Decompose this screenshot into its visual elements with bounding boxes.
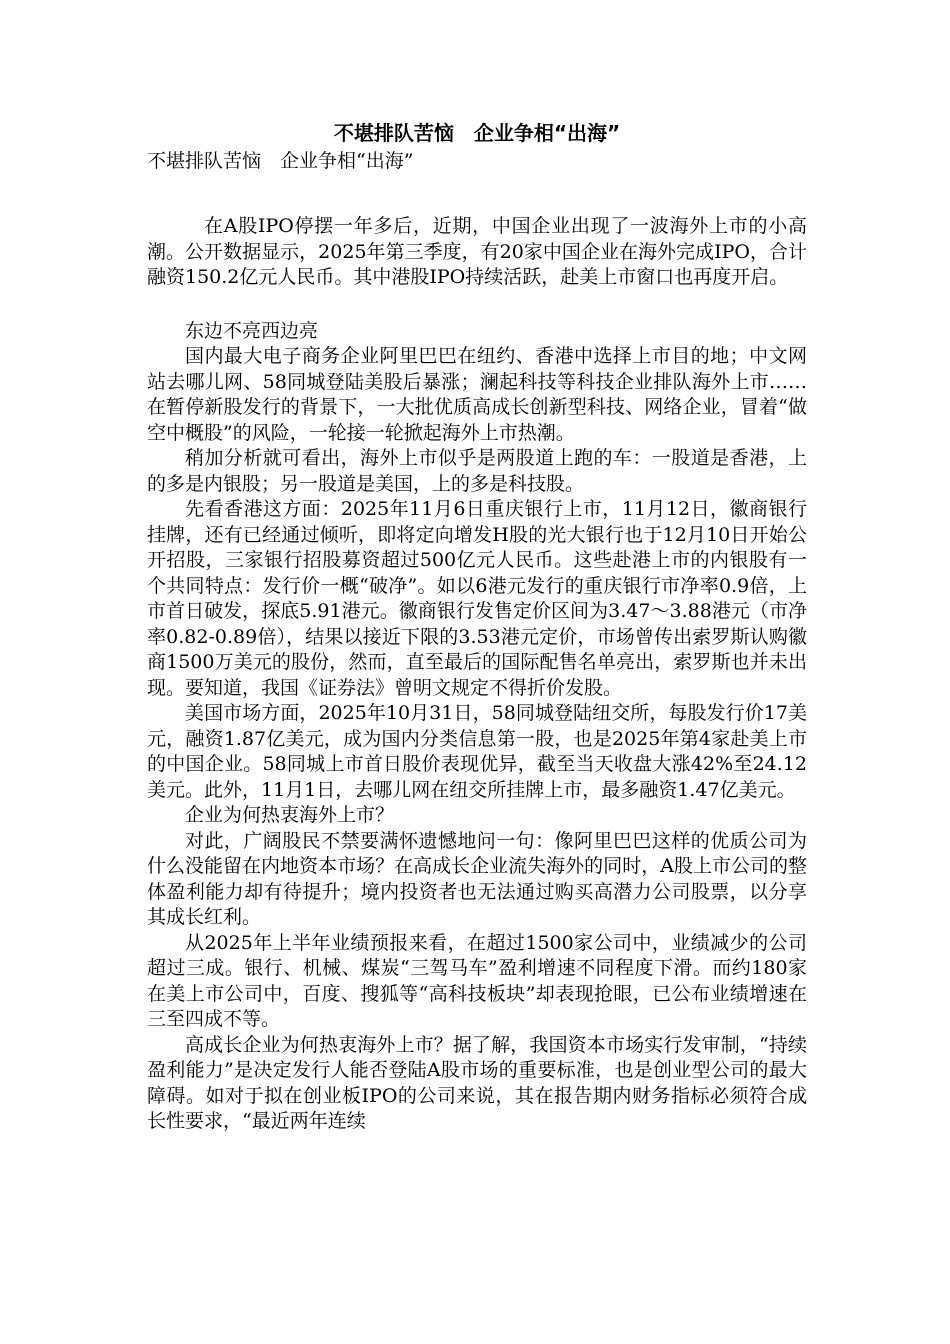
lead-paragraph: 在A股IPO停摆一年多后，近期，中国企业出现了一波海外上市的小高潮。公开数据显示，2025年第三季度，有20家中国企业在海外完成IPO，合计融资150.2亿元人民币。其中港股IPO持续活跃，赴美上市窗口也再度开启。: [147, 215, 807, 288]
body-paragraph: 高成长企业为何热衷海外上市？据了解，我国资本市场实行发审制，“持续盈利能力”是决定发行人能否登陆A股市场的重要标准，也是创业型公司的最大障碍。如对于拟在创业板IPO的公司来说，其在报告期内财务指标必须符合成长性要求，“最近两年连续: [147, 1033, 807, 1132]
body-paragraph: 美国市场方面，2025年10月31日，58同城登陆纽交所，每股发行价17美元，融资1.87亿美元，成为国内分类信息第一股，也是2025年第4家赴美上市的中国企业。58同城上市首日股价表现优异，截至当天收盘大涨42%至24.12美元。此外，11月1日，去哪儿网在纽交所挂牌上市，最多融资1.47亿美元。: [147, 702, 807, 801]
document-page: [147, 118, 807, 1135]
body-paragraph: 国内最大电子商务企业阿里巴巴在纽约、香港中选择上市目的地；中文网站去哪儿网、58同城登陆美股后暴涨；澜起科技等科技企业排队海外上市……在暂停新股发行的背景下，一大批优质高成长创新型科技、网络企业，冒着“做空中概股”的风险，一轮接一轮掀起海外上市热潮。: [147, 345, 807, 444]
body-paragraph: 稍加分析就可看出，海外上市似乎是两股道上跑的车：一股道是香港，上的多是内银股；另一股道是美国，上的多是科技股。: [147, 447, 807, 495]
body-paragraph: 先看香港这方面：2025年11月6日重庆银行上市，11月12日，徽商银行挂牌，还有已经通过倾听，即将定向增发H股的光大银行也于12月10日开始公开招股，三家银行招股募资超过500亿元人民币。这些赴港上市的内银股有一个共同特点：发行价一概“破净”。如以6港元发行的重庆银行市净率0.9倍，上市首日破发，探底5.91港元。徽商银行发售定价区间为3.47～3.88港元（市净率0.82-0.89倍），结果以接近下限的3.53港元定价，市场曾传出索罗斯认购徽商1500万美元的股份，然而，直至最后的国际配售名单亮出，索罗斯也并未出现。要知道，我国《证券法》曾明文规定不得折价发股。: [147, 498, 807, 699]
section-heading: 东边不亮西边亮: [185, 319, 319, 342]
spacer: [147, 174, 807, 214]
document-subtitle: 不堪排队苦恼 企业争相“出海”: [147, 150, 414, 172]
document-title: 不堪排队苦恼 企业争相“出海”: [333, 121, 621, 145]
body-paragraph: 对此，广阔股民不禁要满怀遗憾地问一句：像阿里巴巴这样的优质公司为什么没能留在内地资本市场？在高成长企业流失海外的同时，A股上市公司的整体盈利能力却有待提升；境内投资者也无法通过购买高潜力公司股票，以分享其成长红利。: [147, 829, 807, 928]
spacer: [147, 291, 807, 319]
body-paragraph: 从2025年上半年业绩预报来看，在超过1500家公司中，业绩减少的公司超过三成。银行、机械、煤炭“三驾马车”盈利增速不同程度下滑。而约180家在美上市公司中，百度、搜狐等“高科技板块”却表现抢眼，已公布业绩增速在三至四成不等。: [147, 931, 807, 1030]
section-heading: 企业为何热衷海外上市？: [185, 804, 395, 826]
